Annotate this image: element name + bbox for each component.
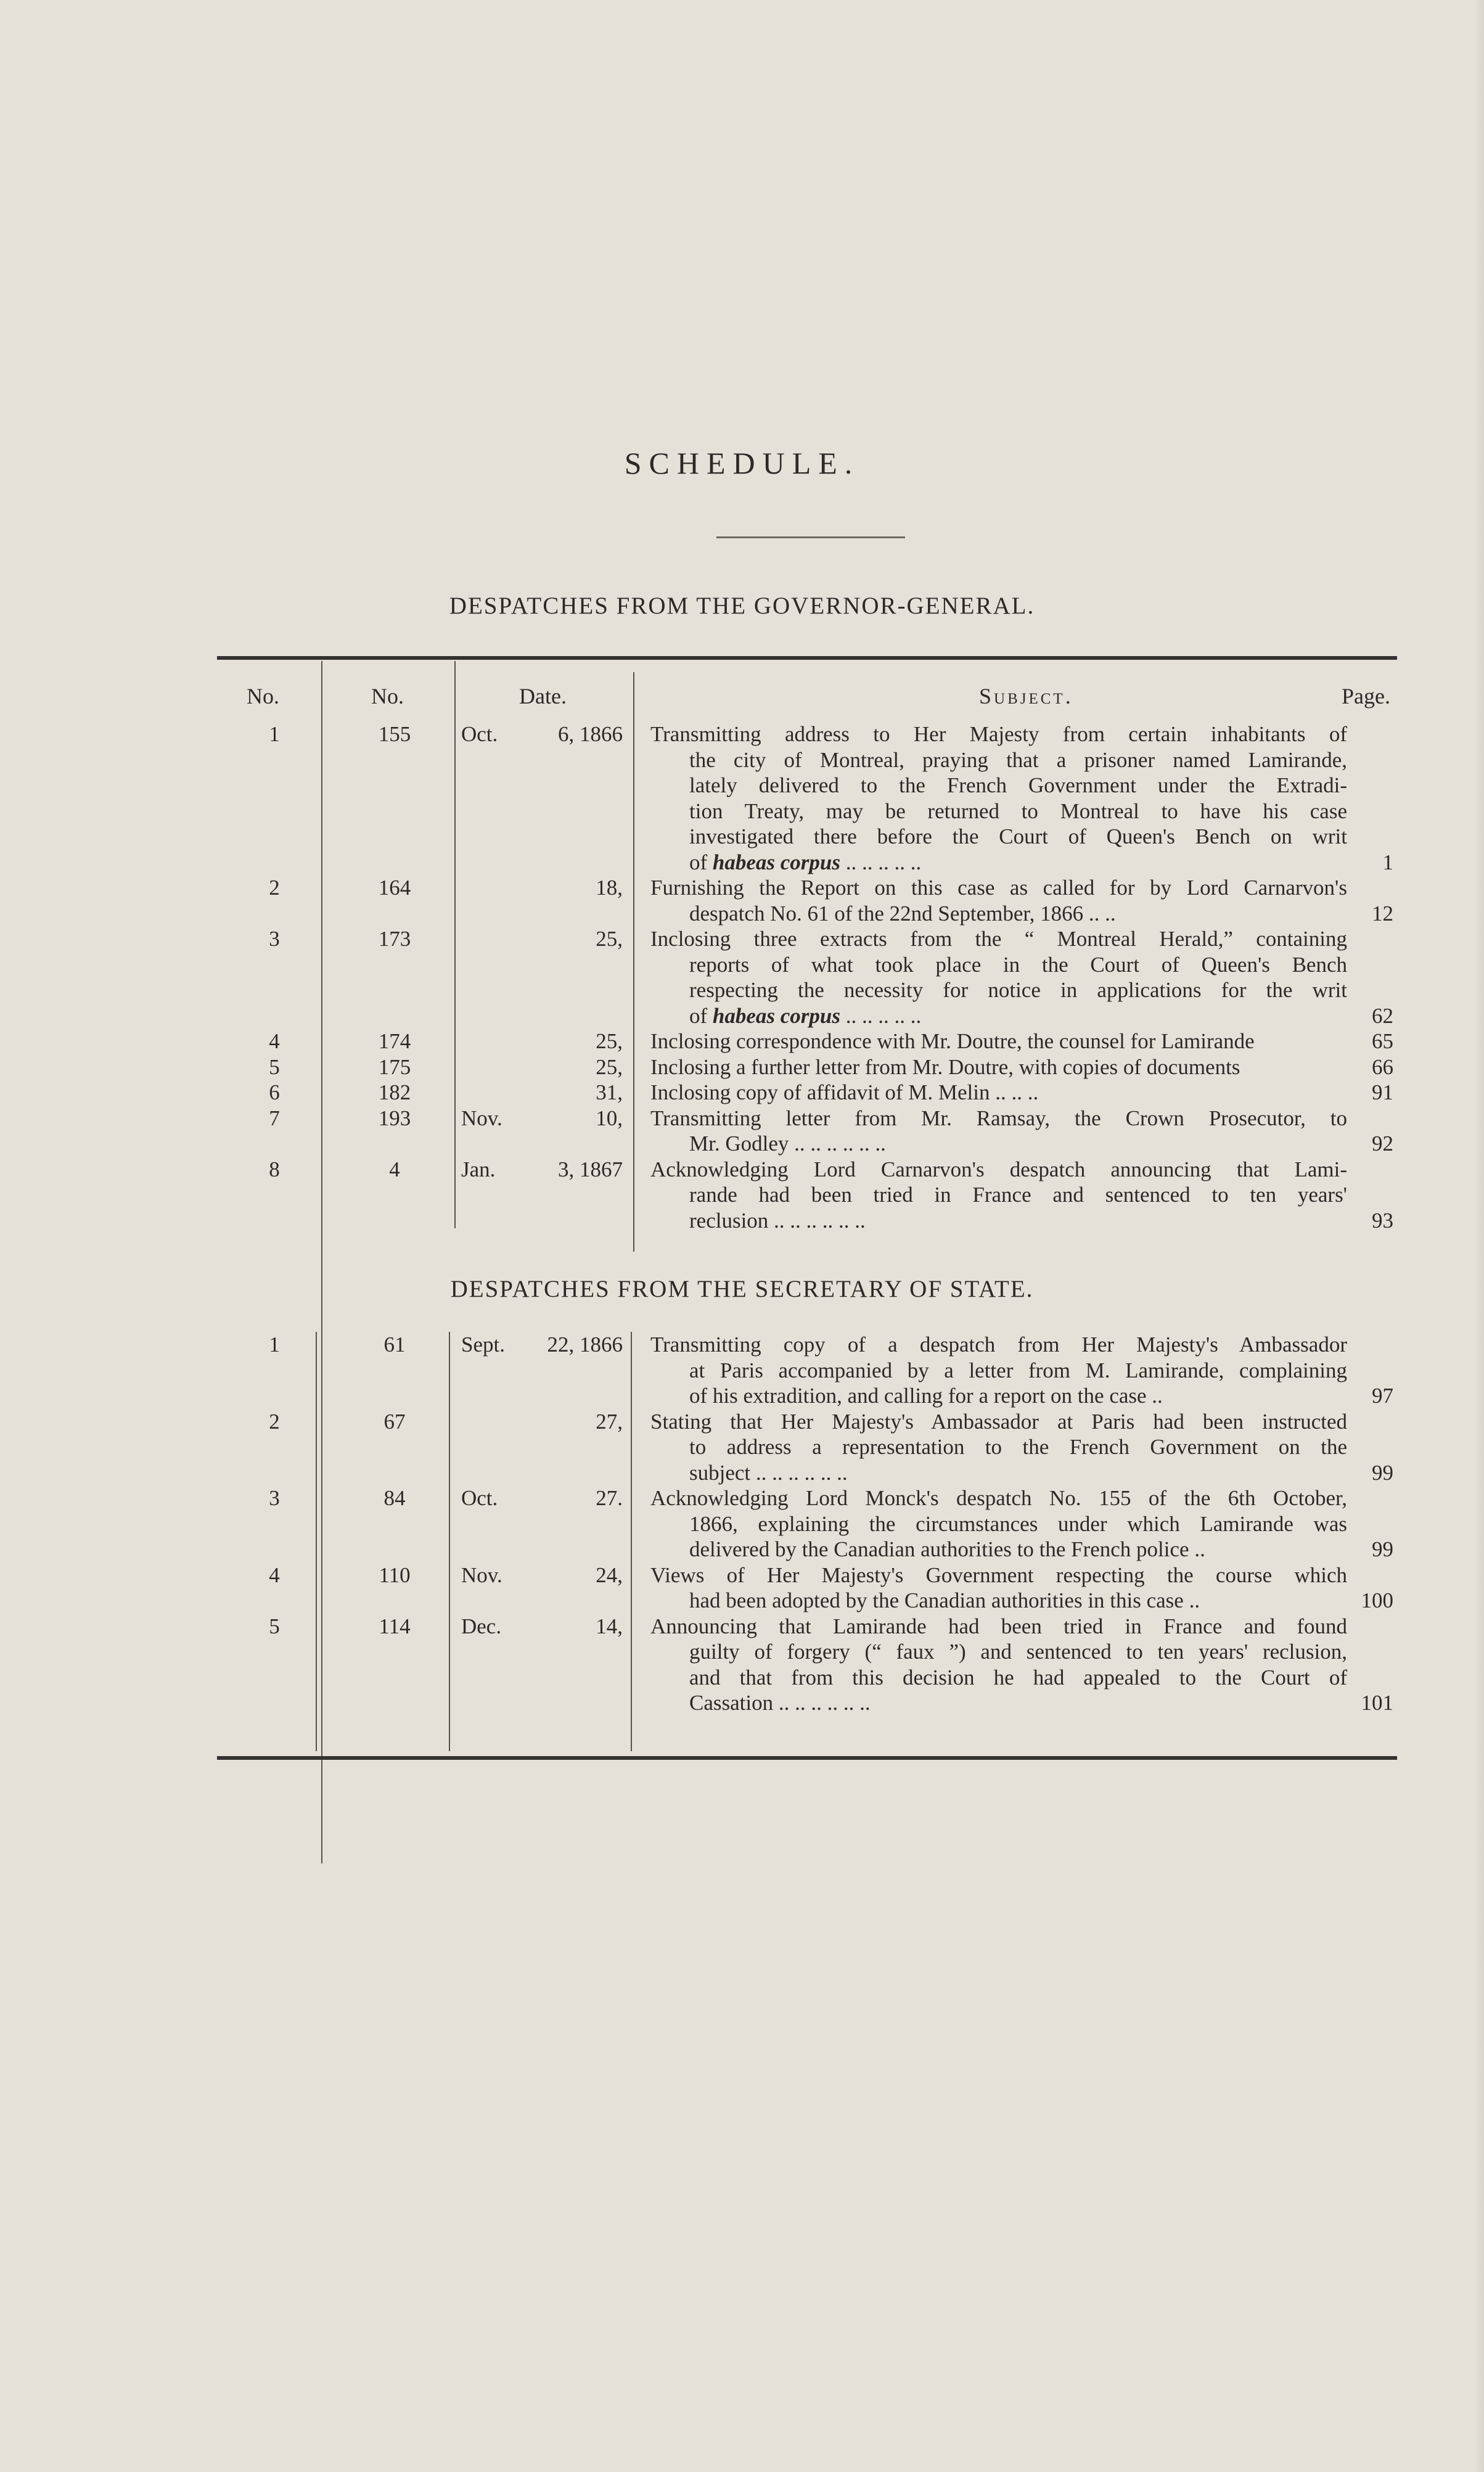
entry-number: 3 (269, 927, 280, 951)
date-day: 25, (596, 1054, 623, 1079)
subject-line: to address a representation to the French Government on the (689, 1435, 1347, 1459)
entry-subject (650, 1106, 1347, 1157)
date-day: 6, 1866 (558, 722, 623, 746)
subject-line: Cassation .. .. .. .. .. .. (689, 1691, 871, 1715)
date-day: 25, (596, 927, 623, 951)
header-no-1: No. (247, 684, 279, 708)
despatch-number: 114 (379, 1614, 411, 1638)
page-number: 99 (1372, 1537, 1393, 1561)
subject-line: Stating that Her Majesty's Ambassador at Paris had been instructed (650, 1409, 1347, 1434)
despatch-number: 173 (378, 927, 411, 951)
entry-subject (650, 875, 1347, 926)
subject-line: investigated there before the Court of Queen's Bench on writ (689, 824, 1347, 848)
subject-line: Acknowledging Lord Carnarvon's despatch announcing that Lami- (650, 1157, 1347, 1181)
page-number: 91 (1372, 1080, 1393, 1104)
date-day: 31, (596, 1080, 623, 1104)
subject-line: Transmitting copy of a despatch from Her Majesty's Ambassador (650, 1332, 1347, 1357)
subject-line: Inclosing three extracts from the “ Montreal Herald,” containing (650, 927, 1347, 951)
entry-number: 4 (269, 1029, 280, 1053)
entry-number: 4 (269, 1562, 280, 1587)
page-number: 12 (1372, 901, 1393, 926)
entry-subject (650, 1409, 1347, 1486)
date-day: 25, (596, 1029, 623, 1053)
subject-line: delivered by the Canadian authorities to the French police .. (689, 1537, 1205, 1561)
entry-number: 6 (269, 1080, 280, 1104)
entry-number: 5 (269, 1614, 280, 1638)
column-rule-3 (633, 672, 634, 1252)
subject-line: 1866, explaining the circumstances under which Lamirande was (689, 1511, 1347, 1536)
column-rule-4 (316, 1332, 317, 1751)
entry-number: 1 (269, 1332, 280, 1357)
subject-line: lately delivered to the French Government under the Extradi- (689, 773, 1347, 797)
despatch-number: 174 (378, 1029, 411, 1053)
despatch-number: 182 (378, 1080, 411, 1104)
page-number: 100 (1361, 1588, 1393, 1612)
despatch-number: 61 (383, 1332, 406, 1357)
entry-subject (650, 1332, 1347, 1409)
entry-number: 3 (269, 1486, 280, 1510)
page-edge-shadow (1474, 0, 1484, 2472)
subject-line: tion Treaty, may be returned to Montreal to have his case (689, 799, 1347, 823)
date-month: Nov. (461, 1562, 502, 1587)
page-number: 66 (1372, 1054, 1393, 1079)
italic-term: habeas corpus (712, 850, 841, 874)
page-title: SCHEDULE. (624, 446, 860, 480)
entry-number: 2 (269, 876, 280, 900)
page-number: 101 (1361, 1691, 1393, 1715)
date-month: Oct. (461, 722, 498, 746)
title-rule (716, 536, 905, 538)
entry-number: 7 (269, 1106, 280, 1130)
despatch-number: 175 (378, 1054, 411, 1079)
column-rule-6 (631, 1332, 632, 1751)
entry-number: 2 (269, 1409, 280, 1434)
page-number: 99 (1372, 1460, 1393, 1485)
subject-line: at Paris accompanied by a letter from M. Lamirande, complaining (689, 1358, 1347, 1382)
page-number: 97 (1372, 1384, 1393, 1408)
despatch-number: 4 (389, 1157, 400, 1181)
page-number: 1 (1382, 850, 1393, 874)
header-no-2: No. (371, 684, 404, 708)
despatch-number: 155 (378, 722, 411, 746)
date-day: 10, (596, 1106, 623, 1130)
subject-line: had been adopted by the Canadian authorities in this case .. (689, 1588, 1200, 1612)
date-month: Jan. (461, 1157, 496, 1181)
date-day: 22, 1866 (547, 1332, 623, 1357)
date-month: Oct. (461, 1486, 498, 1510)
table-bottom-rule (217, 1756, 1397, 1760)
subject-line: reports of what took place in the Court of Queen's Bench (689, 952, 1347, 977)
date-day: 24, (596, 1562, 623, 1587)
date-month: Dec. (461, 1614, 502, 1638)
date-day: 27. (596, 1486, 623, 1510)
header-subject: Subject. (979, 684, 1073, 708)
column-rule-5 (449, 1332, 450, 1751)
date-month: Nov. (461, 1106, 502, 1130)
subject-line: Views of Her Majesty's Government respecting the course which (650, 1562, 1347, 1587)
section-heading-governor-general: DESPATCHES FROM THE GOVERNOR-GENERAL. (449, 593, 1035, 619)
date-day: 3, 1867 (558, 1157, 623, 1181)
date-day: 18, (596, 876, 623, 900)
italic-term: habeas corpus (712, 1003, 841, 1028)
page-number: 65 (1372, 1029, 1393, 1053)
page-number: 92 (1372, 1131, 1393, 1156)
subject-line: Furnishing the Report on this case as called for by Lord Carnarvon's (650, 876, 1347, 900)
column-rule-2 (454, 661, 456, 1228)
page-number: 93 (1372, 1208, 1393, 1233)
subject-line: Transmitting letter from Mr. Ramsay, the Crown Prosecutor, to (650, 1106, 1347, 1130)
subject-line: Transmitting address to Her Majesty from certain inhabitants of (650, 722, 1347, 746)
entry-subject (650, 1485, 1347, 1562)
entry-number: 5 (269, 1054, 280, 1079)
despatch-number: 164 (378, 876, 411, 900)
date-day: 14, (596, 1614, 623, 1638)
entry-subject (650, 1157, 1347, 1234)
entry-subject (650, 1054, 1347, 1080)
entry-subject (650, 721, 1347, 875)
subject-line: reclusion .. .. .. .. .. .. (689, 1208, 866, 1233)
subject-line: despatch No. 61 of the 22nd September, 1866 .. .. (689, 901, 1116, 926)
table-top-rule (217, 656, 1397, 660)
entry-subject (650, 926, 1347, 1029)
subject-line: Inclosing correspondence with Mr. Doutre, the counsel for Lamirande (650, 1029, 1255, 1053)
despatch-number: 193 (378, 1106, 411, 1130)
subject-line: Inclosing a further letter from Mr. Doutre, with copies of documents (650, 1054, 1240, 1079)
subject-line: Announcing that Lamirande had been tried in France and found (650, 1614, 1347, 1638)
subject-line: respecting the necessity for notice in applications for the writ (689, 978, 1347, 1002)
subject-line: Inclosing copy of affidavit of M. Melin .. .. .. (650, 1080, 1039, 1104)
subject-line: Mr. Godley .. .. .. .. .. .. (689, 1131, 886, 1156)
subject-line: subject .. .. .. .. .. .. (689, 1460, 848, 1485)
subject-line: of habeas corpus .. .. .. .. .. (689, 850, 922, 874)
subject-line: of his extradition, and calling for a report on the case .. (689, 1384, 1163, 1408)
subject-line: of habeas corpus .. .. .. .. .. (689, 1003, 922, 1028)
subject-line: rande had been tried in France and sentenced to ten years' (689, 1183, 1347, 1207)
entry-subject (650, 1029, 1347, 1054)
subject-line: and that from this decision he had appealed to the Court of (689, 1665, 1347, 1690)
entry-number: 1 (269, 722, 280, 746)
despatch-number: 110 (379, 1562, 411, 1587)
date-day: 27, (596, 1409, 623, 1434)
subject-line: guilty of forgery (“ faux ”) and sentenced to ten years' reclusion, (689, 1640, 1347, 1664)
date-month: Sept. (461, 1332, 505, 1357)
entry-subject (650, 1562, 1347, 1614)
subject-line: Acknowledging Lord Monck's despatch No. 155 of the 6th October, (650, 1486, 1347, 1510)
entry-number: 8 (269, 1157, 280, 1181)
entry-subject (650, 1080, 1347, 1106)
column-rule-1 (321, 661, 322, 1863)
section-heading-secretary-of-state: DESPATCHES FROM THE SECRETARY OF STATE. (450, 1276, 1034, 1302)
page-number: 62 (1372, 1003, 1393, 1028)
header-page: Page. (1342, 684, 1390, 708)
header-date: Date. (519, 684, 567, 708)
despatch-number: 84 (383, 1486, 406, 1510)
entry-subject (650, 1614, 1347, 1716)
subject-line: the city of Montreal, praying that a prisoner named Lamirande, (689, 747, 1347, 772)
despatch-number: 67 (383, 1409, 406, 1434)
